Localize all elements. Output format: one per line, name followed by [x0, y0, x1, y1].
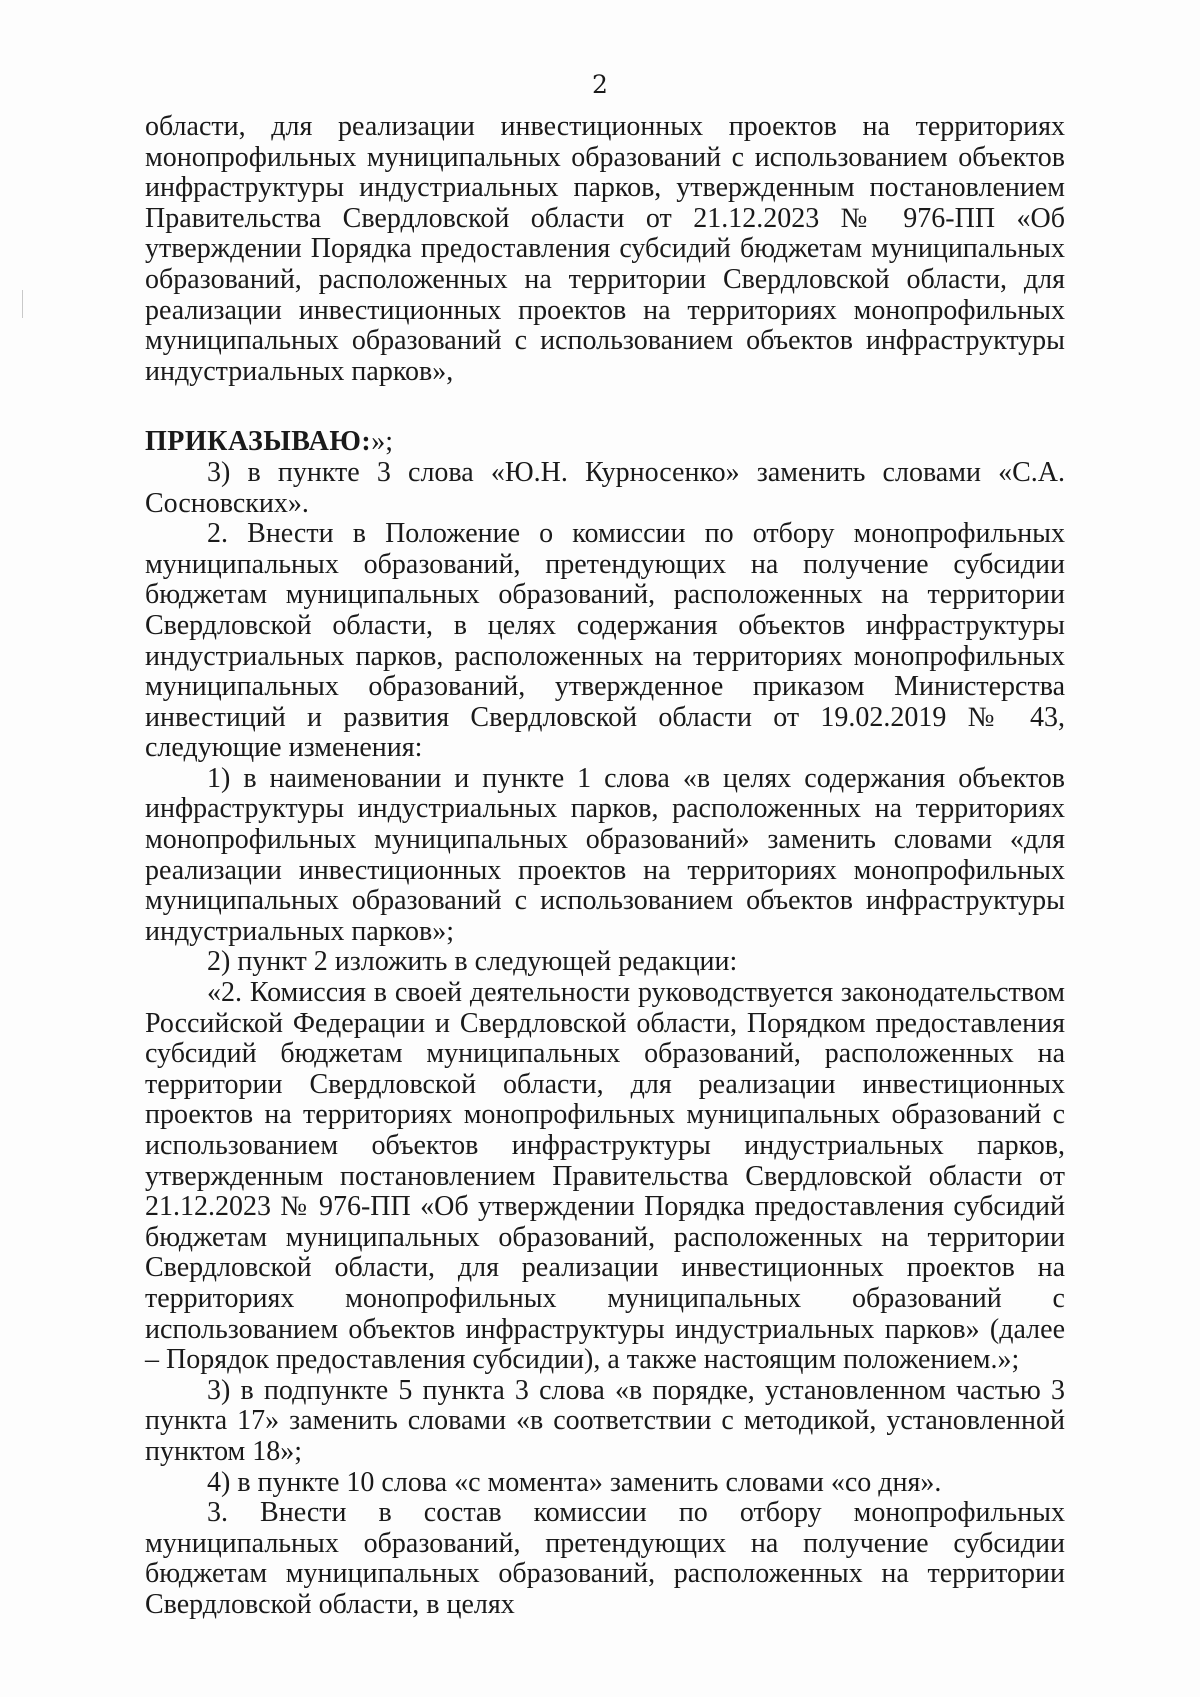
- scan-edge-mark: [22, 290, 23, 318]
- order-heading: [145, 427, 1065, 458]
- paragraph-item-3-replace-name: 3) в пункте 3 слова «Ю.Н. Курносенко» заменить словами «С.А. Сосновских».: [145, 456, 1065, 519]
- paragraph-subitem-1: 1) в наименовании и пункте 1 слова «в целях содержания объектов инфраструктуры индустриальных парков, расположенных на территориях монопрофильных муниципальных образований» заменить словами «для реализации инвестиционных проектов на территориях монопрофильных муниципальных образований с использованием объектов инфраструктуры индустриальных парков»;: [145, 762, 1065, 947]
- paragraph-gap: [145, 387, 1065, 427]
- document-body: [145, 112, 1065, 1621]
- paragraph-subitem-3: 3) в подпункте 5 пункта 3 слова «в порядке, установленном частью 3 пункта 17» заменить словами «в соответствии с методикой, установленной пунктом 18»;: [145, 1374, 1065, 1467]
- paragraph-subitem-4: 4) в пункте 10 слова «с момента» заменить словами «со дня».: [207, 1466, 942, 1498]
- page-number: 2: [592, 70, 608, 99]
- paragraph-section-3: 3. Внести в состав комиссии по отбору монопрофильных муниципальных образований, претендующих на получение субсидии бюджетам муниципальных образований, расположенных на территории Свердловской области, в целях: [145, 1497, 1065, 1620]
- paragraph-basis-continuation: области, для реализации инвестиционных проектов на территориях монопрофильных муниципальных образований с использованием объектов инфраструктуры индустриальных парков, утвержденным постановлением Правительства Свердловской области от 21.12.2023 № 976-ПП «Об утверждении Порядка предоставления субсидий бюджетам муниципальных образований, расположенных на территории Свердловской области, для реализации инвестиционных проектов на территориях монопрофильных муниципальных образований с использованием объектов инфраструктуры индустриальных парков»,: [145, 111, 1065, 387]
- paragraph-subitem-2: 2) пункт 2 изложить в следующей редакции:: [207, 946, 738, 978]
- order-heading-tail: »;: [371, 426, 394, 458]
- paragraph-new-item-2-text: «2. Комиссия в своей деятельности руководствуется законодательством Российской Федерации и Свердловской области, Порядком предоставления субсидий бюджетам муниципальных образований, расположенных на территории Свердловской области, для реализации инвестиционных проектов на территориях монопрофильных муниципальных образований с использованием объектов инфраструктуры индустриальных парков, утвержденным постановлением Правительства Свердловской области от 21.12.2023 № 976-ПП «Об утверждении Порядка предоставления субсидий бюджетам муниципальных образований, расположенных на территории Свердловской области, для реализации инвестиционных проектов на территориях монопрофильных муниципальных образований с использованием объектов инфраструктуры индустриальных парков» (далее – Порядок предоставления субсидии), а также настоящим положением.»;: [145, 977, 1065, 1376]
- order-heading-bold: ПРИКАЗЫВАЮ:: [145, 426, 372, 458]
- paragraph-section-2: 2. Внести в Положение о комиссии по отбору монопрофильных муниципальных образований, претендующих на получение субсидии бюджетам муниципальных образований, расположенных на территории Свердловской области, в целях содержания объектов инфраструктуры индустриальных парков, расположенных на территориях монопрофильных муниципальных образований, утвержденное приказом Министерства инвестиций и развития Свердловской области от 19.02.2019 № 43, следующие изменения:: [145, 518, 1065, 764]
